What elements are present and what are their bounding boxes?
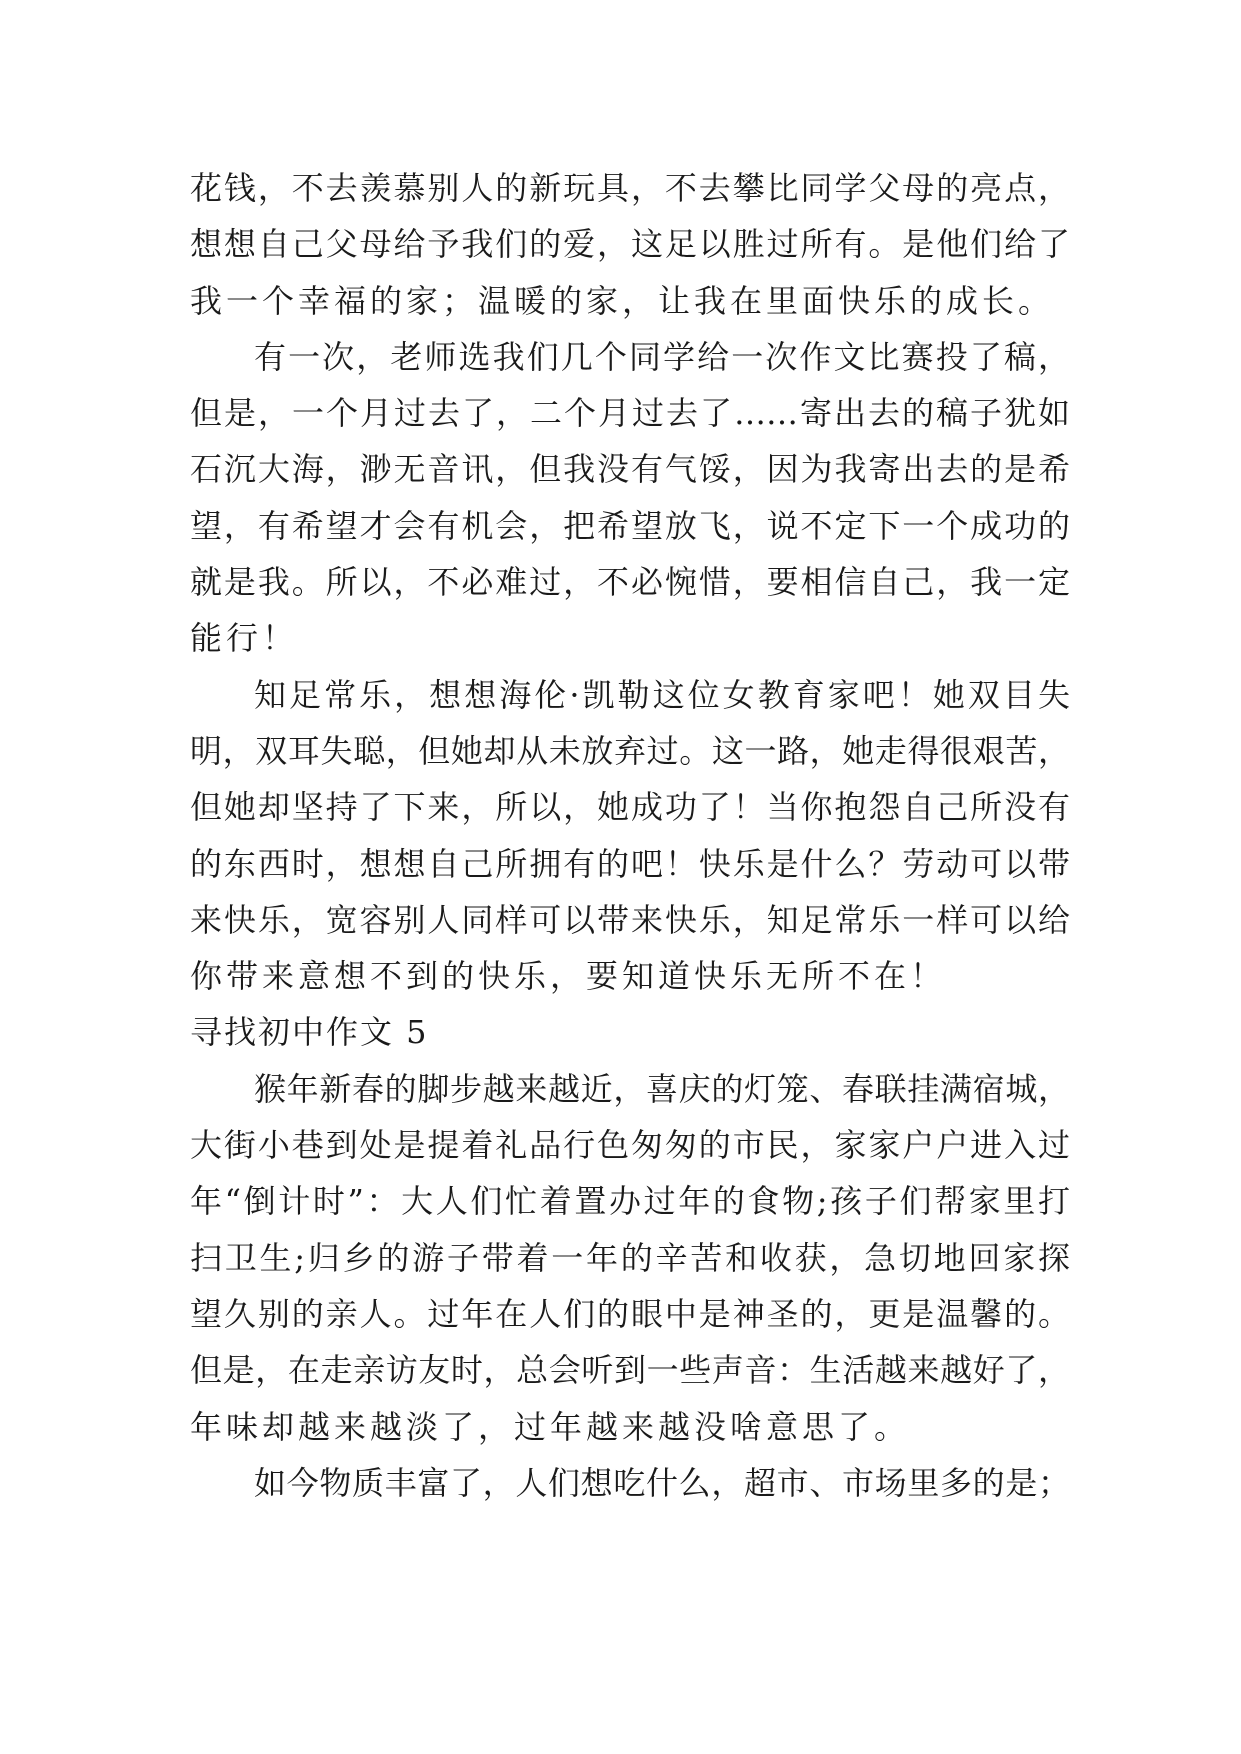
- text-line: 来快乐，宽容别人同样可以带来快乐，知足常乐一样可以给: [190, 900, 1070, 939]
- text-line: 想想自己父母给予我们的爱，这足以胜过所有。是他们给了: [190, 225, 1070, 264]
- text-line: 明，双耳失聪，但她却从未放弃过。这一路，她走得很艰苦，: [190, 731, 1070, 770]
- text-line: 就是我。所以，不必难过，不必惋惜，要相信自己，我一定: [190, 563, 1070, 602]
- text-line: 猴年新春的脚步越来越近，喜庆的灯笼、春联挂满宿城，: [254, 1069, 1070, 1108]
- text-line: 我一个幸福的家；温暖的家，让我在里面快乐的成长。: [190, 281, 1055, 320]
- text-line: 但她却坚持了下来，所以，她成功了！当你抱怨自己所没有: [190, 788, 1070, 827]
- text-line: 你带来意想不到的快乐，要知道快乐无所不在！: [190, 957, 947, 996]
- text-line: 望，有希望才会有机会，把希望放飞，说不定下一个成功的: [190, 506, 1070, 545]
- document-body: [190, 160, 1070, 1511]
- text-line: 扫卫生;归乡的游子带着一年的辛苦和收获，急切地回家探: [190, 1238, 1070, 1277]
- text-line: 石沉大海，渺无音讯，但我没有气馁，因为我寄出去的是希: [190, 450, 1070, 489]
- text-line: 知足常乐，想想海伦·凯勒这位女教育家吧！她双目失: [254, 675, 1070, 714]
- text-line: 但是，在走亲访友时，总会听到一些声音：生活越来越好了，: [190, 1351, 1070, 1390]
- text-line: 望久别的亲人。过年在人们的眼中是神圣的，更是温馨的。: [190, 1294, 1070, 1333]
- text-line: 花钱，不去羡慕别人的新玩具，不去攀比同学父母的亮点，: [190, 169, 1070, 207]
- text-line: 有一次，老师选我们几个同学给一次作文比赛投了稿，: [254, 337, 1070, 376]
- text-line: 的东西时，想想自己所拥有的吧！快乐是什么？劳动可以带: [190, 844, 1070, 883]
- text-line: 年味却越来越淡了，过年越来越没啥意思了。: [190, 1407, 911, 1446]
- text-line: 能行！: [190, 619, 299, 658]
- text-line: 年“倒计时”：大人们忙着置办过年的食物;孩子们帮家里打: [190, 1182, 1070, 1221]
- section-heading: 寻找初中作文 5: [190, 1013, 429, 1052]
- text-line: 如今物质丰富了，人们想吃什么，超市、市场里多的是；: [254, 1463, 1070, 1502]
- text-line: 但是，一个月过去了，二个月过去了……寄出去的稿子犹如: [190, 394, 1070, 433]
- text-line: 大街小巷到处是提着礼品行色匆匆的市民，家家户户进入过: [190, 1126, 1070, 1165]
